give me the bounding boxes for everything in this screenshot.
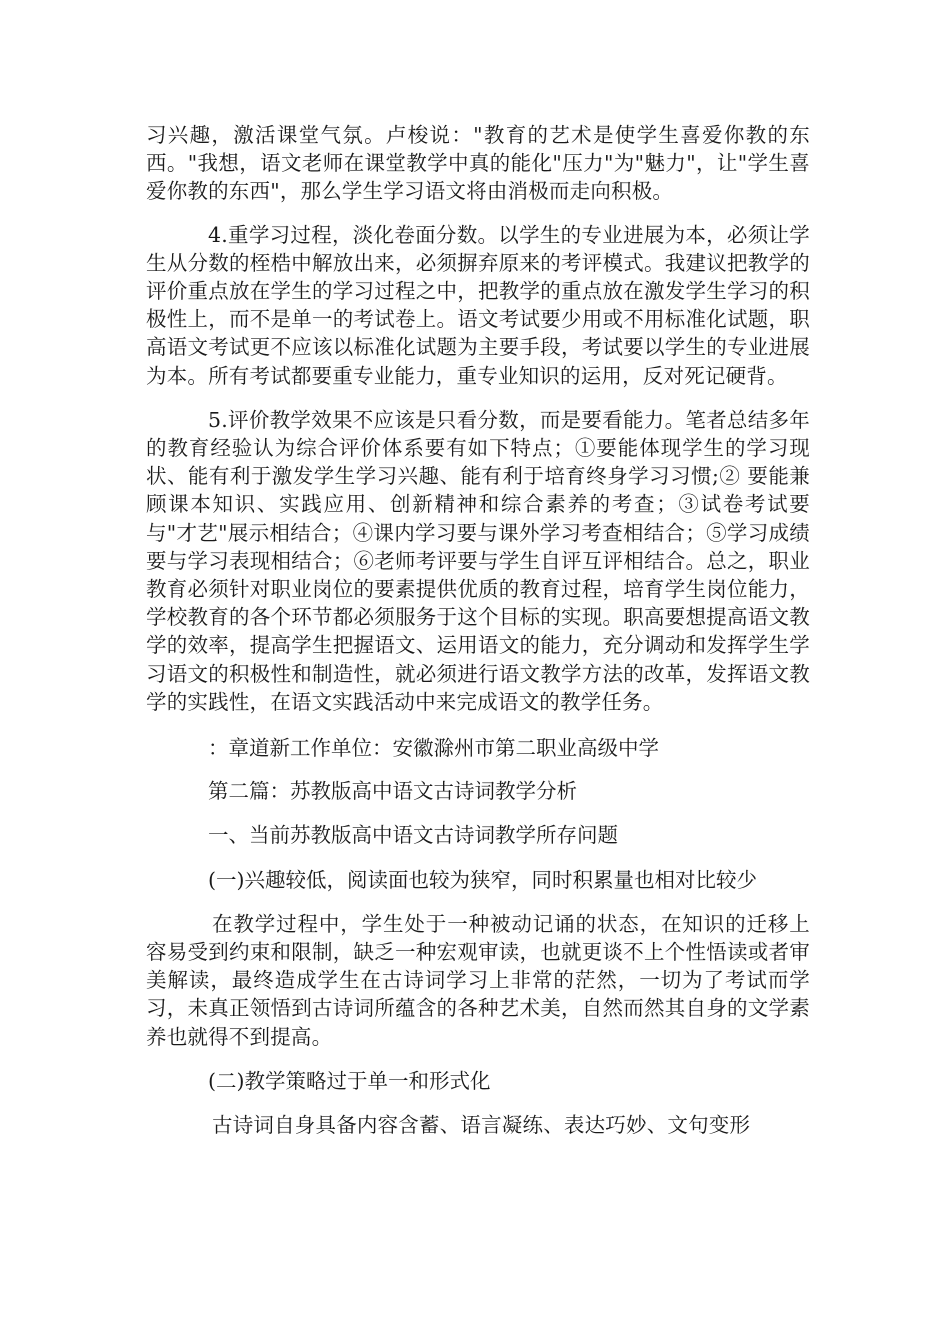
heading-problems: 一、当前苏教版高中语文古诗词教学所存问题 [208, 823, 618, 848]
paragraph-continued: 习兴趣，激活课堂气氛。卢梭说："教育的艺术是使学生喜爱你教的东西。"我想，语文老师在课堂教学中真的能化"压力"为"魅力"，让"学生喜爱你教的东西"，那么学生学习语文将由消极而走向积极。 [146, 123, 810, 204]
section-title: 第二篇：苏教版高中语文古诗词教学分析 [208, 779, 577, 804]
author-affiliation-line: ：章道新工作单位：安徽滁州市第二职业高级中学 [208, 736, 659, 761]
subheading-strategy: (二)教学策略过于单一和形式化 [208, 1068, 491, 1093]
subheading-low-interest: (一)兴趣较低，阅读面也较为狭窄，同时积累量也相对比较少 [208, 867, 757, 892]
paragraph-point-5: 5.评价教学效果不应该是只看分数，而是要看能力。笔者总结多年的教育经验认为综合评价体系要有如下特点；①要能体现学生的学习现状、能有利于激发学生学习兴趣、能有利于培育终身学习习惯;② 要能兼顾课本知识、实践应用、创新精神和综合素养的考查；③试卷考试要与"才艺"展示相结合；④课内学习要与课外学习考查相结合；⑤学习成绩要与学习表现相结合；⑥老师考评要与学生自评互评相结合。总之，职业教育必须针对职业岗位的要素提供优质的教育过程，培育学生岗位能力，学校教育的各个环节都必须服务于这个目标的实现。职高要想提高语文教学的效率，提高学生把握语文、运用语文的能力，充分调动和发挥学生学习语文的积极性和制造性，就必须进行语文教学方法的改革，发挥语文教学的实践性，在语文实践活动中来完成语文的教学任务。 [146, 407, 810, 714]
document-body [146, 121, 810, 1155]
paragraph-teaching-process: 在教学过程中，学生处于一种被动记诵的状态，在知识的迁移上容易受到约束和限制，缺乏一种宏观审读，也就更谈不上个性悟读或者审美解读，最终造成学生在古诗词学习上非常的茫然，一切为了考试而学习，未真正领悟到古诗词所蕴含的各种艺术美，自然而然其自身的文学素养也就得不到提高。 [146, 911, 810, 1049]
paragraph-point-4: 4.重学习过程，淡化卷面分数。以学生的专业进展为本，必须让学生从分数的桎梏中解放出来，必须摒弃原来的考评模式。我建议把教学的评价重点放在学生的学习过程之中，把教学的重点放在激发学生学习的积极性上，而不是单一的考试卷上。语文考试要少用或不用标准化试题，职高语文考试更不应该以标准化试题为主要手段，考试要以学生的专业进展为本。所有考试都要重专业能力，重专业知识的运用，反对死记硬背。 [146, 222, 810, 388]
paragraph-poetry-features: 古诗词自身具备内容含蓄、语言凝练、表达巧妙、文句变形 [212, 1113, 751, 1138]
